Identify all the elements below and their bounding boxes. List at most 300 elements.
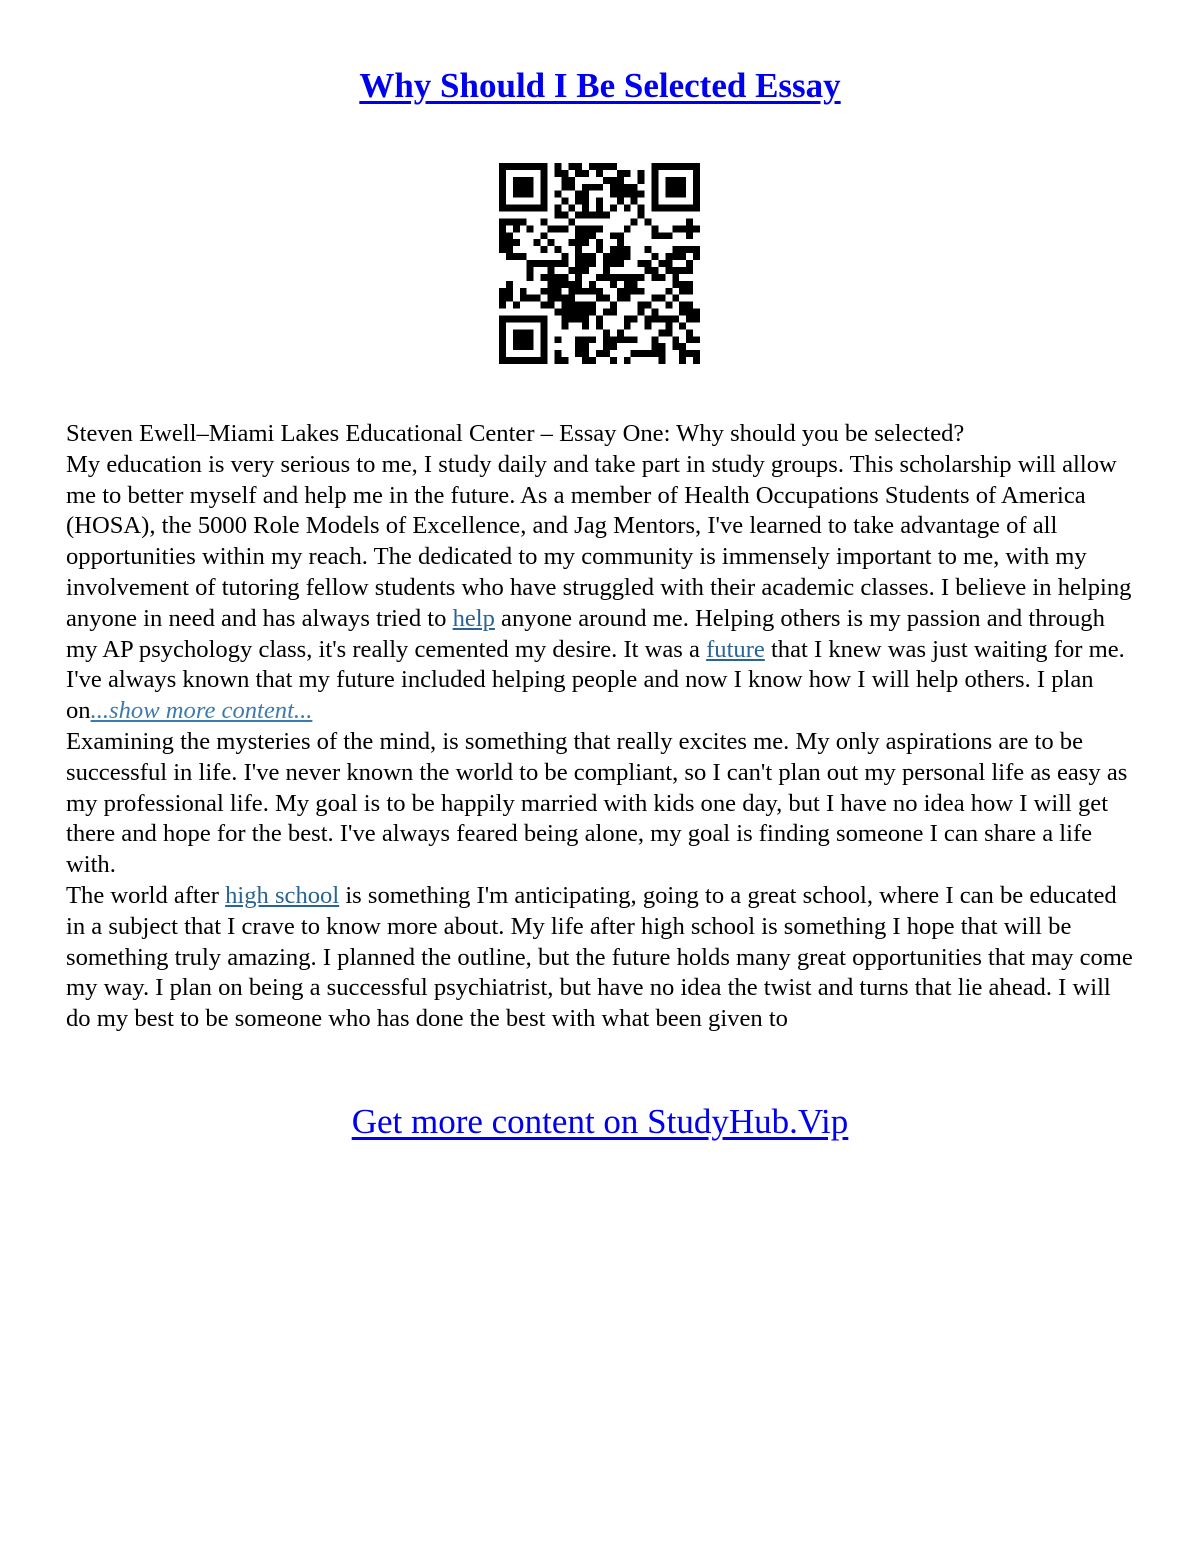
- qr-module: [506, 163, 513, 170]
- qr-module: [686, 350, 693, 357]
- qr-module: [624, 295, 631, 302]
- qr-module: [589, 288, 596, 295]
- qr-module: [610, 232, 617, 239]
- qr-module: [610, 336, 617, 343]
- qr-module: [651, 274, 658, 281]
- qr-module: [554, 281, 561, 288]
- qr-module: [665, 191, 672, 198]
- qr-module: [554, 288, 561, 295]
- qr-module: [499, 246, 506, 253]
- qr-module: [596, 246, 603, 253]
- qr-module: [658, 350, 665, 357]
- qr-module: [665, 163, 672, 170]
- qr-module: [631, 281, 638, 288]
- qr-module: [672, 315, 679, 322]
- qr-module: [645, 322, 652, 329]
- qr-module: [596, 212, 603, 219]
- qr-module: [624, 274, 631, 281]
- qr-module: [638, 302, 645, 309]
- qr-module: [520, 253, 527, 260]
- qr-module: [561, 177, 568, 184]
- qr-module: [658, 295, 665, 302]
- qr-module: [541, 336, 548, 343]
- qr-module: [610, 281, 617, 288]
- qr-module: [548, 274, 555, 281]
- qr-module: [506, 239, 513, 246]
- essay-paragraph-2: [66, 881, 1138, 1035]
- qr-module: [527, 343, 534, 350]
- qr-module: [679, 357, 686, 364]
- qr-module: [589, 309, 596, 316]
- qr-module: [513, 336, 520, 343]
- qr-module: [610, 246, 617, 253]
- qr-module: [610, 343, 617, 350]
- qr-module: [665, 205, 672, 212]
- qr-module: [686, 205, 693, 212]
- qr-module: [568, 309, 575, 316]
- qr-module: [499, 198, 506, 205]
- qr-module: [617, 170, 624, 177]
- qr-module: [686, 281, 693, 288]
- qr-module: [582, 309, 589, 316]
- qr-module: [686, 163, 693, 170]
- qr-module: [672, 267, 679, 274]
- qr-module: [499, 191, 506, 198]
- qr-module: [575, 198, 582, 205]
- qr-module: [624, 315, 631, 322]
- qr-module: [672, 205, 679, 212]
- qr-module: [651, 253, 658, 260]
- qr-module: [554, 212, 561, 219]
- qr-module: [499, 288, 506, 295]
- qr-module: [638, 274, 645, 281]
- qr-module: [603, 177, 610, 184]
- qr-module: [603, 350, 610, 357]
- qr-module: [617, 336, 624, 343]
- qr-module: [603, 274, 610, 281]
- link-future[interactable]: future: [706, 635, 765, 663]
- qr-module: [575, 225, 582, 232]
- qr-module: [541, 232, 548, 239]
- qr-module: [672, 177, 679, 184]
- qr-module: [554, 260, 561, 267]
- qr-module: [575, 309, 582, 316]
- qr-module: [575, 336, 582, 343]
- qr-module: [651, 267, 658, 274]
- qr-module: [631, 350, 638, 357]
- qr-module: [624, 288, 631, 295]
- qr-module: [603, 336, 610, 343]
- qr-module: [554, 336, 561, 343]
- qr-module: [610, 184, 617, 191]
- qr-module: [582, 336, 589, 343]
- qr-module: [575, 253, 582, 260]
- qr-module: [575, 343, 582, 350]
- qr-module: [686, 246, 693, 253]
- qr-module: [672, 343, 679, 350]
- qr-module: [513, 253, 520, 260]
- qr-module: [686, 329, 693, 336]
- qr-module: [693, 315, 700, 322]
- qr-module: [499, 239, 506, 246]
- qr-module: [554, 246, 561, 253]
- qr-module: [582, 343, 589, 350]
- qr-module: [582, 184, 589, 191]
- qr-module: [679, 225, 686, 232]
- qr-module: [658, 163, 665, 170]
- qr-module: [610, 260, 617, 267]
- qr-module: [506, 232, 513, 239]
- qr-module: [596, 350, 603, 357]
- qr-module: [686, 309, 693, 316]
- qr-module: [596, 205, 603, 212]
- qr-module: [679, 163, 686, 170]
- qr-module: [554, 309, 561, 316]
- qr-module: [672, 246, 679, 253]
- qr-module: [638, 205, 645, 212]
- qr-module: [568, 302, 575, 309]
- qr-module: [589, 281, 596, 288]
- qr-module: [638, 288, 645, 295]
- qr-module: [624, 170, 631, 177]
- qr-module: [527, 163, 534, 170]
- qr-module: [679, 184, 686, 191]
- qr-module: [596, 322, 603, 329]
- link-help[interactable]: help: [452, 604, 495, 632]
- qr-module: [534, 295, 541, 302]
- qr-module: [575, 246, 582, 253]
- qr-module: [603, 163, 610, 170]
- qr-module: [534, 205, 541, 212]
- qr-module: [541, 163, 548, 170]
- qr-module: [686, 288, 693, 295]
- qr-module: [693, 198, 700, 205]
- qr-module: [589, 212, 596, 219]
- qr-module: [651, 225, 658, 232]
- qr-module: [527, 177, 534, 184]
- qr-module: [665, 315, 672, 322]
- qr-module: [554, 350, 561, 357]
- essay-text: The world after: [66, 881, 226, 909]
- qr-module: [638, 260, 645, 267]
- qr-module: [665, 232, 672, 239]
- qr-module: [506, 295, 513, 302]
- qr-module: [541, 177, 548, 184]
- qr-module: [575, 350, 582, 357]
- qr-module: [582, 315, 589, 322]
- essay-heading-line: Steven Ewell–Miami Lakes Educational Center – Essay One: Why should you be selected?: [66, 420, 965, 447]
- qr-module: [638, 309, 645, 316]
- qr-module: [582, 191, 589, 198]
- qr-module: [541, 246, 548, 253]
- qr-module: [672, 184, 679, 191]
- qr-module: [541, 205, 548, 212]
- qr-module: [651, 163, 658, 170]
- qr-module: [645, 218, 652, 225]
- studyhub-link[interactable]: Get more content on StudyHub.Vip: [351, 1102, 849, 1141]
- qr-module: [499, 205, 506, 212]
- qr-module: [603, 343, 610, 350]
- qr-module: [651, 232, 658, 239]
- qr-module: [665, 302, 672, 309]
- qr-module: [617, 191, 624, 198]
- qr-module: [596, 163, 603, 170]
- qr-module: [513, 329, 520, 336]
- qr-module: [589, 163, 596, 170]
- qr-module: [672, 163, 679, 170]
- qr-module: [561, 184, 568, 191]
- qr-module: [693, 357, 700, 364]
- qr-module: [672, 336, 679, 343]
- qr-module: [541, 218, 548, 225]
- qr-module: [575, 212, 582, 219]
- qr-module: [693, 184, 700, 191]
- qr-module: [582, 205, 589, 212]
- qr-module: [672, 191, 679, 198]
- qr-module: [651, 350, 658, 357]
- footer-cta: [0, 1100, 1200, 1144]
- qr-module: [651, 177, 658, 184]
- qr-module: [693, 205, 700, 212]
- qr-module: [561, 315, 568, 322]
- qr-module: [645, 267, 652, 274]
- qr-module: [582, 232, 589, 239]
- qr-module: [645, 302, 652, 309]
- qr-module: [561, 260, 568, 267]
- qr-module: [548, 267, 555, 274]
- qr-module: [693, 253, 700, 260]
- qr-module: [506, 205, 513, 212]
- qr-module: [645, 315, 652, 322]
- qr-module: [665, 184, 672, 191]
- qr-module: [665, 267, 672, 274]
- title-link[interactable]: Why Should I Be Selected Essay: [359, 66, 841, 105]
- link-high-school[interactable]: high school: [225, 881, 340, 909]
- qr-module: [582, 225, 589, 232]
- qr-module: [582, 302, 589, 309]
- qr-code-icon: [499, 163, 700, 364]
- qr-module: [499, 329, 506, 336]
- qr-module: [499, 163, 506, 170]
- essay-text: Examining the mysteries of the mind, is something that really excites me. My only aspirations are to be successful in life. I've never known the world to be compliant, so I can't plan out my personal life as easy as my professional life. My goal is to be happily married with kids one day, but I have no idea how I will get there and hope for the best. I've always feared being alone, my goal is finding someone I can share a life with.: [66, 727, 1128, 879]
- qr-module: [541, 191, 548, 198]
- qr-module: [575, 288, 582, 295]
- qr-module: [568, 267, 575, 274]
- qr-module: [638, 170, 645, 177]
- qr-module: [568, 218, 575, 225]
- qr-module: [575, 191, 582, 198]
- qr-module: [693, 350, 700, 357]
- qr-module: [568, 163, 575, 170]
- qr-module: [568, 184, 575, 191]
- qr-module: [520, 191, 527, 198]
- qr-module: [617, 239, 624, 246]
- qr-module: [527, 225, 534, 232]
- qr-module: [610, 177, 617, 184]
- qr-module: [679, 281, 686, 288]
- qr-module: [589, 260, 596, 267]
- qr-module: [568, 239, 575, 246]
- qr-module: [665, 177, 672, 184]
- qr-module: [589, 336, 596, 343]
- qr-module: [499, 343, 506, 350]
- qr-module: [561, 274, 568, 281]
- qr-module: [554, 357, 561, 364]
- qr-module: [658, 232, 665, 239]
- qr-module: [679, 343, 686, 350]
- qr-module: [631, 336, 638, 343]
- qr-module: [672, 225, 679, 232]
- qr-module: [679, 267, 686, 274]
- qr-module: [499, 170, 506, 177]
- qr-module: [631, 191, 638, 198]
- qr-module: [686, 225, 693, 232]
- qr-module: [658, 329, 665, 336]
- qr-module: [575, 315, 582, 322]
- qr-module: [520, 343, 527, 350]
- qr-module: [534, 315, 541, 322]
- qr-module: [548, 239, 555, 246]
- qr-module: [499, 295, 506, 302]
- qr-module: [575, 170, 582, 177]
- qr-module: [658, 343, 665, 350]
- qr-module: [582, 260, 589, 267]
- qr-module: [561, 225, 568, 232]
- qr-module: [534, 260, 541, 267]
- qr-module: [589, 253, 596, 260]
- qr-module: [499, 357, 506, 364]
- qr-module: [589, 225, 596, 232]
- qr-module: [603, 267, 610, 274]
- qr-module: [617, 260, 624, 267]
- qr-module: [513, 163, 520, 170]
- qr-module: [624, 322, 631, 329]
- qr-module: [582, 239, 589, 246]
- qr-module: [499, 350, 506, 357]
- qr-module: [582, 253, 589, 260]
- qr-module: [527, 295, 534, 302]
- qr-module: [541, 302, 548, 309]
- qr-module: [603, 295, 610, 302]
- qr-module: [582, 357, 589, 364]
- qr-module: [658, 315, 665, 322]
- qr-module: [520, 336, 527, 343]
- qr-module: [672, 253, 679, 260]
- qr-module: [554, 191, 561, 198]
- qr-module: [499, 336, 506, 343]
- qr-module: [679, 322, 686, 329]
- qr-module: [506, 218, 513, 225]
- qr-module: [686, 260, 693, 267]
- qr-module: [589, 232, 596, 239]
- qr-module: [679, 253, 686, 260]
- qr-module: [658, 357, 665, 364]
- qr-module: [596, 274, 603, 281]
- qr-module: [527, 315, 534, 322]
- qr-module: [568, 281, 575, 288]
- qr-module: [575, 267, 582, 274]
- qr-module: [520, 329, 527, 336]
- qr-module: [520, 205, 527, 212]
- qr-module: [582, 170, 589, 177]
- qr-module: [665, 288, 672, 295]
- qr-module: [693, 225, 700, 232]
- qr-module: [631, 218, 638, 225]
- qr-module: [513, 225, 520, 232]
- qr-module: [554, 274, 561, 281]
- qr-module: [589, 184, 596, 191]
- qr-module: [534, 239, 541, 246]
- qr-module: [575, 260, 582, 267]
- qr-module: [506, 288, 513, 295]
- qr-module: [554, 225, 561, 232]
- qr-module: [582, 322, 589, 329]
- qr-module: [582, 267, 589, 274]
- qr-module: [651, 205, 658, 212]
- show-more-link[interactable]: ...show more content...: [90, 697, 313, 725]
- qr-module: [672, 274, 679, 281]
- qr-module: [561, 357, 568, 364]
- qr-module: [651, 309, 658, 316]
- qr-module: [568, 315, 575, 322]
- qr-module: [596, 198, 603, 205]
- qr-module: [672, 281, 679, 288]
- qr-module: [499, 322, 506, 329]
- qr-module: [617, 329, 624, 336]
- qr-module: [541, 357, 548, 364]
- qr-module: [561, 295, 568, 302]
- qr-module: [506, 281, 513, 288]
- qr-module: [534, 163, 541, 170]
- qr-module: [589, 357, 596, 364]
- qr-module: [499, 218, 506, 225]
- qr-module: [610, 191, 617, 198]
- qr-module: [686, 218, 693, 225]
- qr-module: [617, 232, 624, 239]
- qr-module: [520, 357, 527, 364]
- qr-module: [527, 267, 534, 274]
- qr-module: [693, 336, 700, 343]
- qr-module: [527, 274, 534, 281]
- qr-module: [603, 253, 610, 260]
- qr-module: [513, 205, 520, 212]
- qr-module: [658, 274, 665, 281]
- qr-module: [679, 309, 686, 316]
- qr-module: [610, 163, 617, 170]
- qr-module: [541, 288, 548, 295]
- qr-module: [499, 184, 506, 191]
- qr-module: [610, 309, 617, 316]
- qr-module: [631, 198, 638, 205]
- qr-module: [603, 260, 610, 267]
- qr-module: [575, 239, 582, 246]
- essay-text: that I knew was just waiting for me. I've always known that my future included helping people and now I know how I will help others. I plan on: [66, 635, 1125, 725]
- qr-module: [610, 302, 617, 309]
- qr-module: [582, 212, 589, 219]
- qr-module: [624, 246, 631, 253]
- qr-module: [658, 260, 665, 267]
- qr-module: [693, 163, 700, 170]
- qr-module: [541, 198, 548, 205]
- qr-module: [686, 267, 693, 274]
- qr-module: [527, 336, 534, 343]
- qr-module: [596, 239, 603, 246]
- qr-module: [575, 232, 582, 239]
- qr-module: [506, 253, 513, 260]
- qr-module: [589, 302, 596, 309]
- qr-module: [603, 212, 610, 219]
- qr-module: [520, 288, 527, 295]
